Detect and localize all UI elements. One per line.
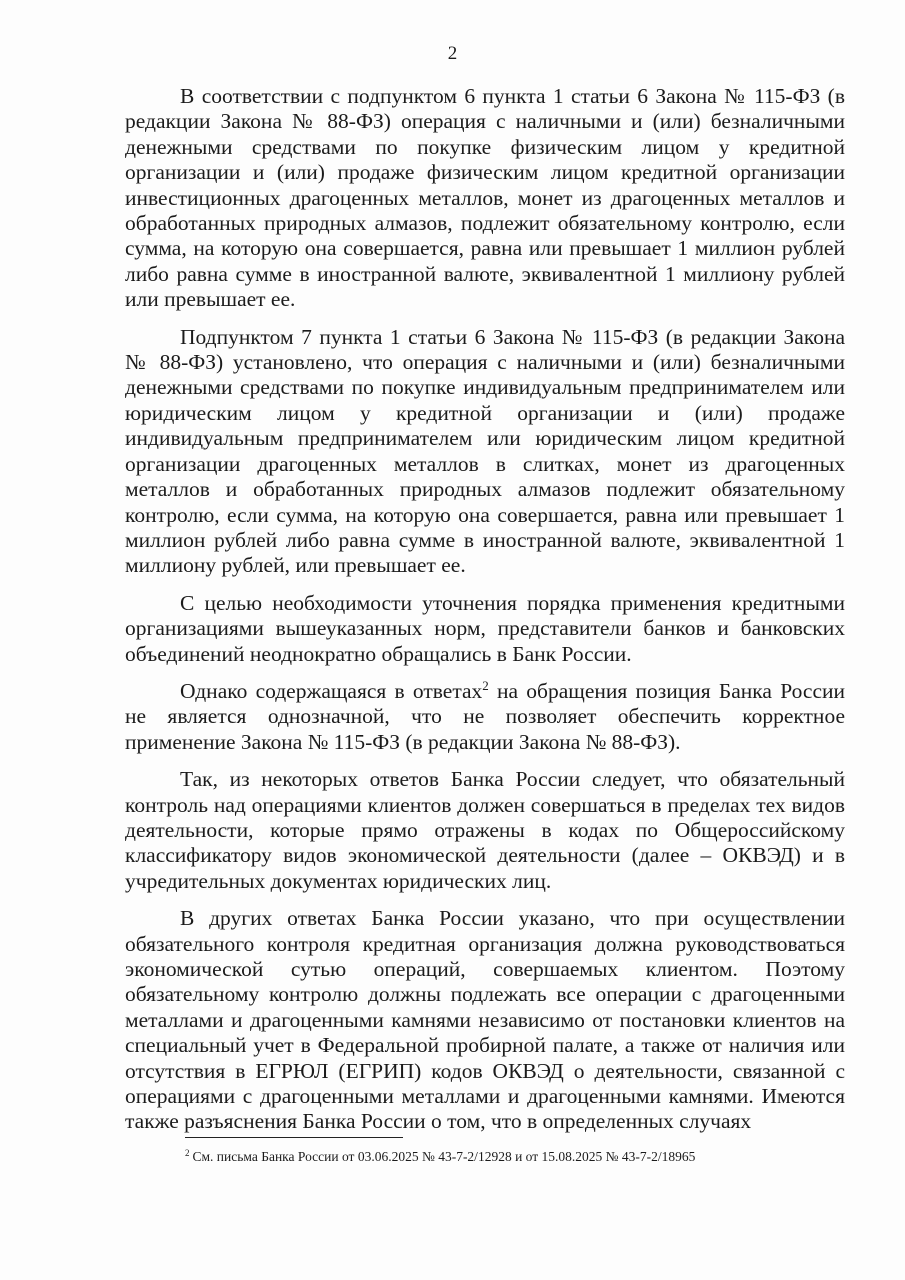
footnote-text: См. письма Банка России от 03.06.2025 № 43-7-2/12928 и от 15.08.2025 № 43-7-2/18965 <box>192 1149 696 1164</box>
footnote-reference: 2 <box>482 677 489 693</box>
paragraph-other-answers: В других ответах Банка России указано, что при осуществлении обязательного контроля кредитная организация должна руководствоваться экономической сутью операций, совершаемых клиентом. Поэтому обязательному контролю должны подлежать все операции с драгоценными металлами и драгоценными камнями независимо от постановки клиентов на специальный учет в Федеральной пробирной палате, а также от наличия или отсутствия в ЕГРЮЛ (ЕГРИП) кодов ОКВЭД о деятельности, связанной с операциями с драгоценными металлами и драгоценными камнями. Имеются также разъяснения Банка России о том, что в определенных случаях <box>125 906 845 1134</box>
paragraph-text-before-ref: Однако содержащаяся в ответах <box>180 678 483 703</box>
paragraph-subpoint-7: Подпунктом 7 пункта 1 статьи 6 Закона № 115-ФЗ (в редакции Закона № 88-ФЗ) установлено, что операция с наличными и (или) безналичными денежными средствами по покупке индивидуальным предпринимателем или юридическим лицом у кредитной организации и (или) продаже индивидуальным предпринимателем или юридическим лицом кредитной организации драгоценных металлов в слитках, монет из драгоценных металлов и обработанных природных алмазов подлежит обязательному контролю, если сумма, на которую она совершается, равна или превышает 1 миллион рублей либо равна сумме в иностранной валюте, эквивалентной 1 миллиону рублей, или превышает ее. <box>125 324 845 578</box>
footnote-number: 2 <box>185 1147 190 1158</box>
paragraph-text-after-ref: на обращения позиция Банка России не является однозначной, что не позволяет обеспечить корректное применение Закона № 115-ФЗ (в редакции Закона № 88-ФЗ). <box>125 678 846 754</box>
paragraph-ambiguous-position <box>125 679 845 755</box>
footnote-divider <box>185 1137 403 1138</box>
footnote <box>185 1148 825 1166</box>
document-body <box>125 84 845 1147</box>
page-number: 2 <box>447 43 458 64</box>
paragraph-banks-requests: С целью необходимости уточнения порядка применения кредитными организациями вышеуказанных норм, представители банков и банковских объединений неоднократно обращались в Банк России. <box>125 590 845 666</box>
paragraph-subpoint-6: В соответствии с подпунктом 6 пункта 1 статьи 6 Закона № 115-ФЗ (в редакции Закона № 88-ФЗ) операция с наличными и (или) безналичными денежными средствами по покупке физическим лицом у кредитной организации и (или) продаже физическим лицом кредитной организации инвестиционных драгоценных металлов, монет из драгоценных металлов и обработанных природных алмазов, подлежит обязательному контролю, если сумма, на которую она совершается, равна или превышает 1 миллион рублей либо равна сумме в иностранной валюте, эквивалентной 1 миллиону рублей или превышает ее. <box>125 84 845 312</box>
paragraph-okved-answers: Так, из некоторых ответов Банка России следует, что обязательный контроль над операциями клиентов должен совершаться в пределах тех видов деятельности, которые прямо отражены в кодах по Общероссийскому классификатору видов экономической деятельности (далее – ОКВЭД) и в учредительных документах юридических лиц. <box>125 767 845 893</box>
